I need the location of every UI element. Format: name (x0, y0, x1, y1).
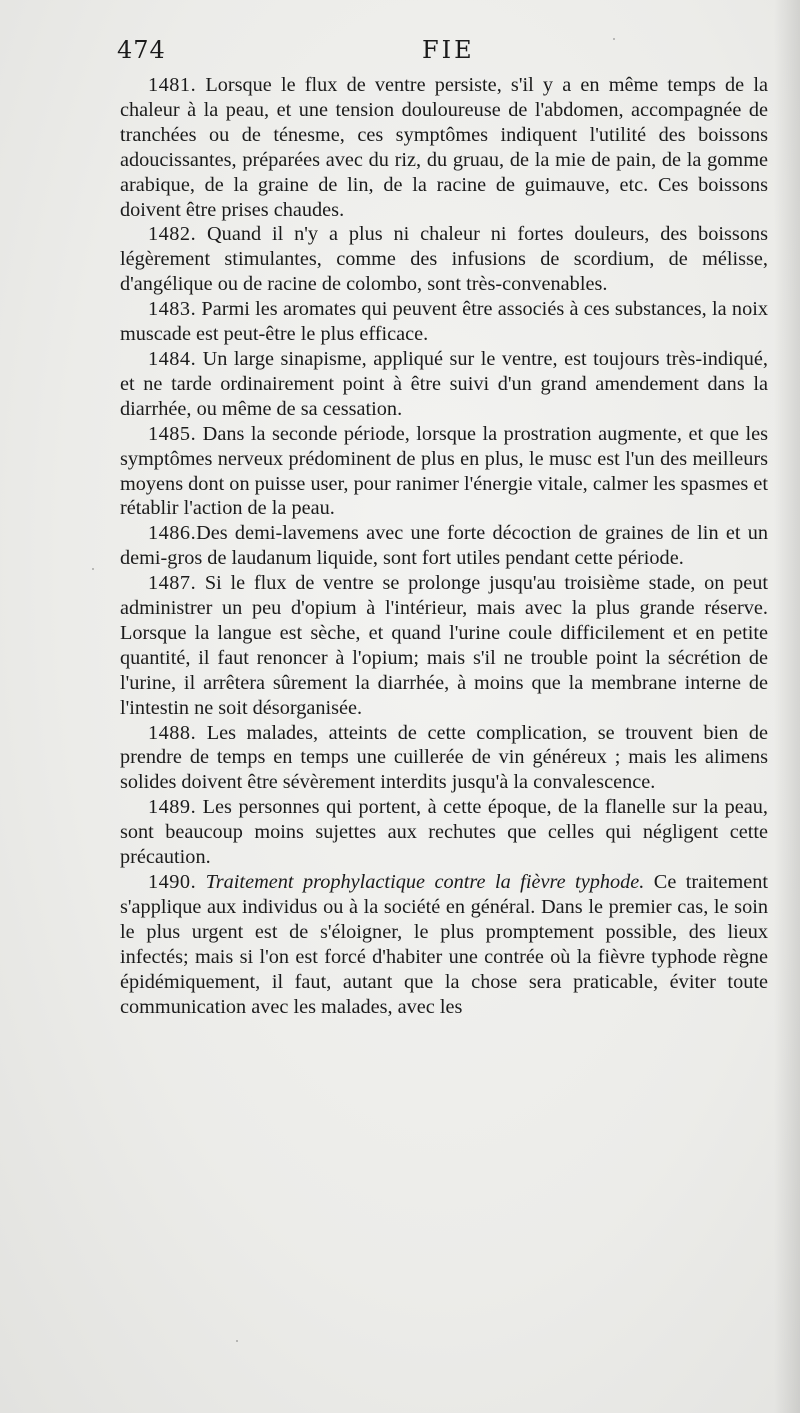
paragraph-italic-heading: Traitement prophylactique contre la fièvre typhode. (205, 871, 645, 893)
paper-speck (236, 1340, 238, 1342)
paragraph-text: Les personnes qui portent, à cette époque, de la flanelle sur la peau, sont beaucoup moins sujettes aux rechutes que celles qui négligent cette précaution. (120, 796, 768, 869)
page-edge-shadow (774, 0, 800, 1413)
paragraph-1490 (120, 870, 768, 1019)
paper-speck (613, 38, 615, 40)
paragraph-text: Un large sinapisme, appliqué sur le ventre, est toujours très-indiqué, et ne tarde ordinairement point à être suivi d'un grand amendement dans la diarrhée, ou même de sa cessation. (120, 347, 768, 420)
paragraph-text: Quand il n'y a plus ni chaleur ni fortes douleurs, des boissons légèrement stimulantes, comme des infusions de scordium, de mélisse, d'angélique ou de racine de colombo, sont très-convenables. (120, 223, 769, 296)
body-text (120, 73, 768, 1019)
paragraph-number: 1484. (148, 347, 197, 370)
paragraph-number: 1487. (148, 572, 197, 595)
page-number: 474 (117, 36, 166, 64)
paragraph-number: 1489. (148, 796, 197, 819)
paragraph-1482 (120, 222, 768, 297)
paragraph-1487 (120, 571, 768, 720)
paragraph-text: Les malades, atteints de cette complication, se trouvent bien de prendre de temps en temps une cuillerée de vin généreux ; mais les alimens solides doivent être sévèrement interdits jusqu'à la convalescence. (120, 721, 768, 794)
paragraph-text: Des demi-lavemens avec une forte décoction de graines de lin et un demi-gros de laudanum liquide, sont fort utiles pendant cette période. (120, 522, 768, 570)
paragraph-text: Parmi les aromates qui peuvent être associés à ces substances, la noix muscade est peut-être le plus efficace. (120, 298, 768, 346)
paragraph-1483 (120, 297, 768, 347)
paragraph-text: Lorsque le flux de ventre persiste, s'il y a en même temps de la chaleur à la peau, et une tension douloureuse de l'abdomen, accompagnée de tranchées ou de ténesme, ces symptômes indiquent l'utilité des boissons adoucissantes, préparées avec du riz, du gruau, de la mie de pain, de la gomme arabique, de la graine de lin, de la racine de guimauve, etc. Ces boissons doivent être prises chaudes. (120, 74, 768, 221)
page-header (117, 36, 767, 68)
paragraph-number: 1482. (148, 223, 197, 246)
paragraph-1484 (120, 347, 768, 422)
paragraph-1489 (120, 795, 768, 870)
paper-speck (92, 568, 94, 570)
paragraph-1485 (120, 422, 768, 522)
paragraph-number: 1488. (148, 721, 197, 744)
paragraph-1486 (120, 521, 768, 571)
paragraph-1481 (120, 73, 768, 222)
paragraph-number: 1485. (148, 422, 197, 445)
paragraph-text: Si le flux de ventre se prolonge jusqu'au troisième stade, on peut administrer un peu d'opium à l'intérieur, mais avec la plus grande réserve. Lorsque la langue est sèche, et quand l'urine coule difficilement et en petite quantité, il faut renoncer à l'opium; mais s'il ne trouble point la sécrétion de l'urine, il arrêtera sûrement la diarrhée, à moins que la membrane interne de l'intestin ne soit désorganisée. (120, 572, 768, 719)
paragraph-text: Ce traitement s'applique aux individus ou à la société en général. Dans le premier cas, le soin le plus urgent est de s'éloigner, le plus promptement possible, des lieux infectés; mais si l'on est forcé d'habiter une contrée où la fièvre typhode règne épidémiquement, il faut, autant que la chose sera praticable, éviter toute communication avec les malades, avec les (120, 871, 768, 1018)
paragraph-number: 1486. (148, 522, 197, 545)
paragraph-number: 1481. (148, 74, 197, 96)
paragraph-1488 (120, 721, 768, 796)
paragraph-number: 1483. (148, 298, 197, 321)
paragraph-text: Dans la seconde période, lorsque la prostration augmente, et que les symptômes nerveux prédominent de plus en plus, le musc est l'un des meilleurs moyens dont on puisse user, pour ranimer l'énergie vitale, calmer les spasmes et rétablir l'action de la peau. (120, 422, 768, 520)
running-head: FIE (422, 36, 475, 64)
paragraph-number: 1490. (148, 871, 197, 893)
